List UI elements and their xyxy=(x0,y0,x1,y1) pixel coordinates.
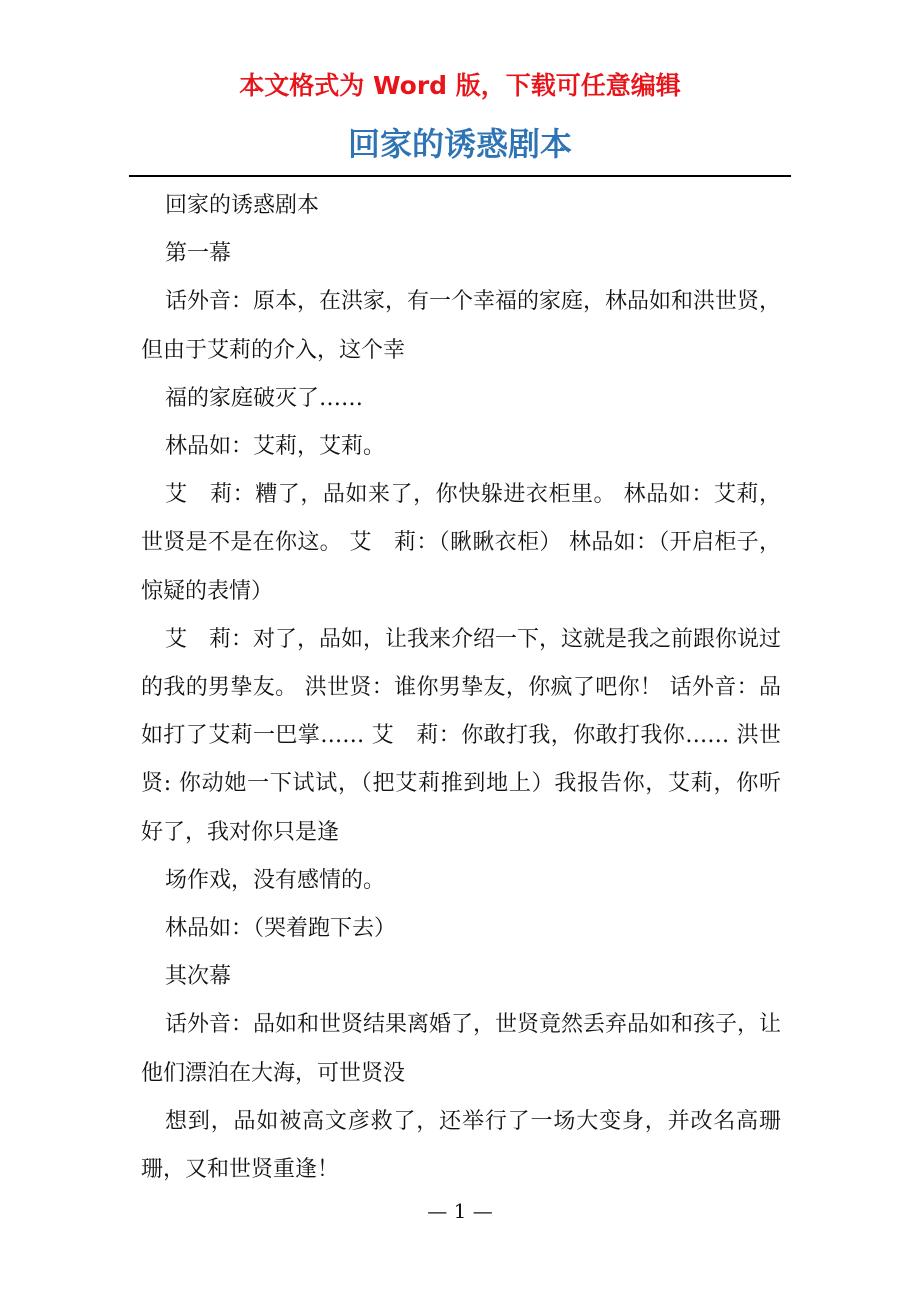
paragraph-act-one: 第一幕 xyxy=(165,241,232,267)
paragraph: 场作戏，没有感情的。 xyxy=(165,867,386,893)
paragraph: 林品如：（哭着跑下去） xyxy=(165,916,397,942)
paragraph-act-two: 其次幕 xyxy=(165,964,232,990)
paragraph: 福的家庭破灭了…… xyxy=(165,385,364,411)
page-number: — 1 — xyxy=(427,1199,493,1223)
paragraph: 话外音：原本，在洪家，有一个幸福的家庭，林品如和洪世贤，但由于艾莉的介入，这个幸 xyxy=(141,289,782,363)
paragraph: 艾 莉：对了，品如，让我来介绍一下，这就是我之前跟你说过的我的男挚友。 洪世贤：谁你男挚友，你疯了吧你！ 话外音：品如打了艾莉一巴掌…… 艾 莉：你敢打我，你敢打我你…… 洪世贤: 你动她一下试试，（把艾莉推到地上）我报告你，艾莉，你听好了，我对你只是逢 xyxy=(141,626,782,845)
script-body xyxy=(141,182,781,1194)
format-notice: 本文格式为 Word 版，下载可任意编辑 xyxy=(239,71,681,100)
title-divider xyxy=(129,175,791,177)
paragraph: 话外音：品如和世贤结果离婚了，世贤竟然丢弃品如和孩子，让他们漂泊在大海，可世贤没 xyxy=(141,1012,782,1086)
paragraph: 艾 莉：糟了，品如来了，你快躲进衣柜里。 林品如：艾莉，世贤是不是在你这。 艾 莉：（瞅瞅衣柜） 林品如：（开启柜子，惊疑的表情） xyxy=(141,482,781,604)
paragraph: 想到，品如被高文彦救了，还举行了一场大变身，并改名高珊珊，又和世贤重逢！ xyxy=(141,1108,781,1183)
document-title: 回家的诱惑剧本 xyxy=(347,125,572,163)
paragraph: 林品如：艾莉，艾莉。 xyxy=(165,434,386,460)
paragraph-heading: 回家的诱惑剧本 xyxy=(165,193,320,218)
